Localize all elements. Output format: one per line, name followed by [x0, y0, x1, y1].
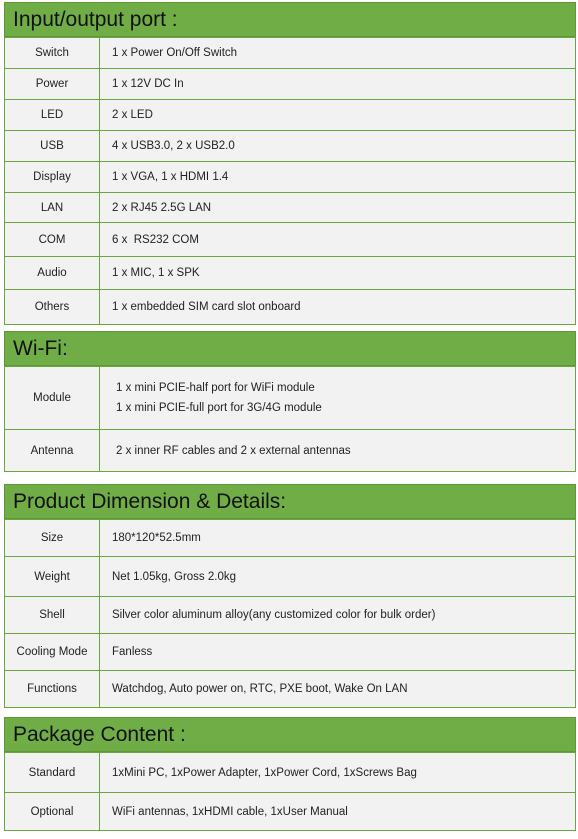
spec-table [4, 366, 576, 472]
row-value [100, 793, 576, 831]
table-row [5, 430, 576, 472]
section-title [4, 2, 576, 37]
row-value [100, 38, 576, 69]
table-row [5, 520, 576, 557]
section-io-ports [4, 2, 576, 325]
row-value-line: 1 x MIC, 1 x SPK [112, 267, 200, 279]
row-value [100, 100, 576, 131]
row-value-line: Silver color aluminum alloy(any customized color for bulk order) [112, 609, 436, 621]
section-package-content [4, 717, 576, 831]
row-value-line: 1 x mini PCIE-full port for 3G/4G module [116, 402, 322, 414]
spec-table [4, 519, 576, 708]
row-value-line: 180*120*52.5mm [112, 532, 201, 544]
table-row [5, 557, 576, 597]
row-value-line: 1 x 12V DC In [112, 78, 184, 90]
row-label: Optional [5, 793, 100, 831]
table-row [5, 671, 576, 708]
row-label: Cooling Mode [5, 634, 100, 671]
row-value [100, 597, 576, 634]
table-row [5, 290, 576, 325]
table-row [5, 100, 576, 131]
table-row [5, 753, 576, 793]
row-value-line: 2 x inner RF cables and 2 x external antennas [116, 444, 351, 457]
row-value [100, 131, 576, 162]
row-label: Antenna [5, 430, 100, 472]
table-row [5, 597, 576, 634]
section-title-text: Input/output port : [13, 8, 178, 31]
row-label: Size [5, 520, 100, 557]
row-value [100, 557, 576, 597]
row-value-line: Fanless [112, 646, 153, 658]
row-value-line: Watchdog, Auto power on, RTC, PXE boot, Wake On LAN [112, 683, 408, 695]
table-row [5, 257, 576, 290]
table-row [5, 131, 576, 162]
row-value [100, 193, 576, 223]
row-label: Functions [5, 671, 100, 708]
section-title-text: Wi-Fi: [13, 337, 68, 360]
row-label: Shell [5, 597, 100, 634]
section-title [4, 331, 576, 366]
table-row [5, 69, 576, 100]
table-row [5, 193, 576, 223]
row-value-line: Net 1.05kg, Gross 2.0kg [112, 570, 237, 583]
row-value-line: 1 x VGA, 1 x HDMI 1.4 [112, 171, 229, 183]
row-value-line: WiFi antennas, 1xHDMI cable, 1xUser Manual [112, 805, 348, 818]
row-label: Audio [5, 257, 100, 290]
row-label: Power [5, 69, 100, 100]
row-label: USB [5, 131, 100, 162]
row-value-line: 1 x mini PCIE-half port for WiFi module [116, 382, 315, 394]
row-label: Weight [5, 557, 100, 597]
row-value-line: 2 x LED [112, 109, 153, 121]
row-label: COM [5, 223, 100, 257]
row-value [100, 634, 576, 671]
spec-table [4, 752, 576, 831]
row-label: LED [5, 100, 100, 131]
row-value [100, 367, 576, 430]
section-title [4, 484, 576, 519]
row-label: LAN [5, 193, 100, 223]
section-title-text: Product Dimension & Details: [13, 490, 287, 513]
section-wifi [4, 331, 576, 472]
row-value-line: 1 x embedded SIM card slot onboard [112, 301, 301, 313]
table-row [5, 38, 576, 69]
spec-table [4, 37, 576, 325]
row-value [100, 223, 576, 257]
row-value [100, 430, 576, 472]
table-row [5, 162, 576, 193]
row-value-line: 2 x RJ45 2.5G LAN [112, 201, 212, 214]
row-value [100, 162, 576, 193]
section-title-text: Package Content : [13, 723, 186, 746]
row-label: Module [5, 367, 100, 430]
section-product-details [4, 484, 576, 708]
row-value [100, 520, 576, 557]
table-row [5, 367, 576, 430]
row-value [100, 753, 576, 793]
row-value [100, 290, 576, 325]
table-row [5, 634, 576, 671]
row-value-line: 4 x USB3.0, 2 x USB2.0 [112, 140, 235, 152]
row-value [100, 671, 576, 708]
row-value-line: 1 x Power On/Off Switch [112, 47, 238, 59]
row-value-line: 6 x RS232 COM [112, 233, 199, 246]
row-label: Others [5, 290, 100, 325]
row-label: Standard [5, 753, 100, 793]
row-label: Switch [5, 38, 100, 69]
row-label: Display [5, 162, 100, 193]
row-value [100, 257, 576, 290]
section-title [4, 717, 576, 752]
table-row [5, 223, 576, 257]
row-value-line: 1xMini PC, 1xPower Adapter, 1xPower Cord, 1xScrews Bag [112, 766, 417, 779]
row-value [100, 69, 576, 100]
table-row [5, 793, 576, 831]
